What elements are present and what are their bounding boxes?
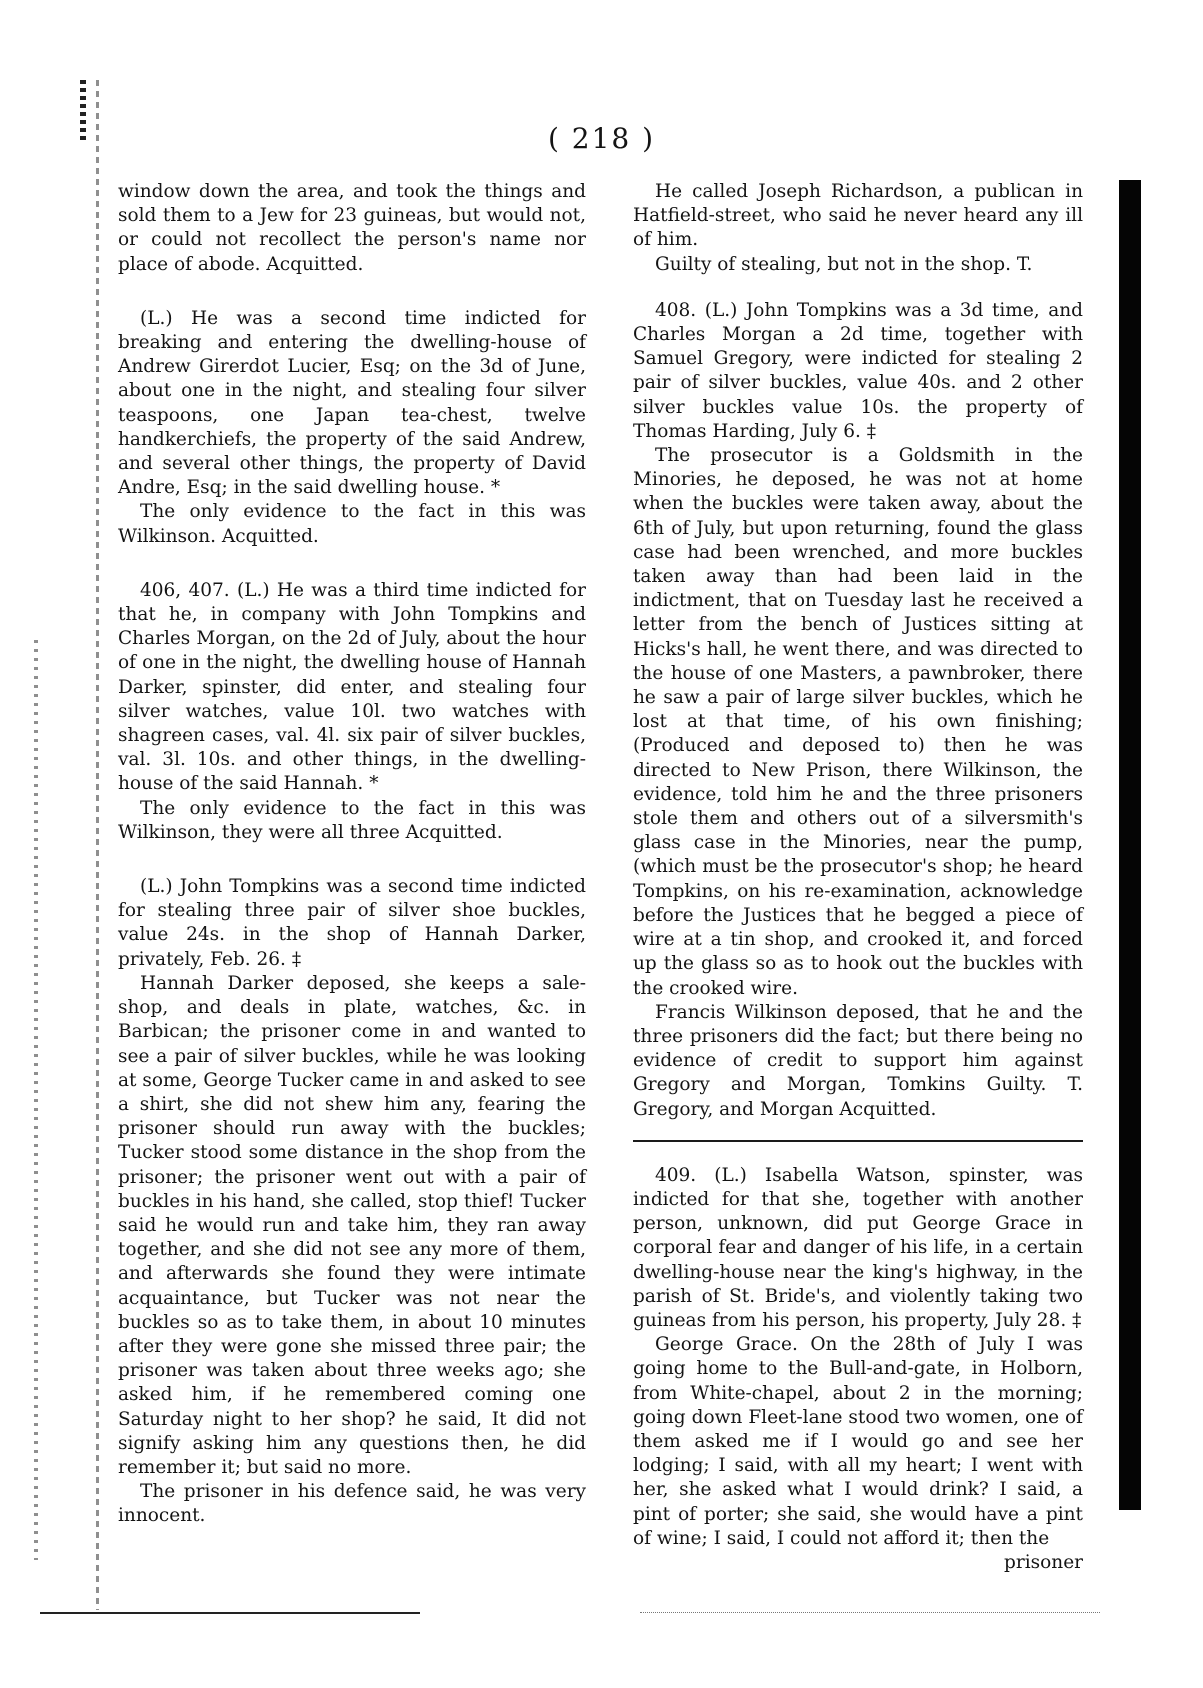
verdict: Guilty of stealing, but not in the shop. T. [655, 253, 1033, 275]
left-column [118, 180, 586, 1529]
paragraph: (L.) John Tompkins was a second time indicted for stealing three pair of silver shoe buckles, value 24s. in the shop of Hannah Darker, privately, Feb. 26. ‡ [118, 876, 586, 970]
right-column [633, 180, 1083, 1575]
paragraph: 408. (L.) John Tompkins was a 3d time, and Charles Morgan a 2d time, together with Samuel Gregory, were indicted for stealing 2 pair of silver buckles, value 40s. and 2 other silver buckles value 10s. the property of Thomas Harding, July 6. ‡ [633, 299, 1083, 442]
section-divider [633, 1140, 1083, 1142]
page-edge-shadow [1119, 180, 1141, 1510]
paragraph: The only evidence to the fact in this was Wilkinson, they were all three Acquitted. [118, 797, 586, 843]
paragraph: Hannah Darker deposed, she keeps a sale-shop, and deals in plate, watches, &c. in Barbican; the prisoner come in and wanted to see a pair of silver buckles, while he was looking at some, George Tucker came in and asked to see a shirt, she did not shew him any, fearing the prisoner should run away with the buckles; Tucker stood some distance in the shop from the prisoner; the prisoner went out with a pair of buckles in his hand, she called, stop thief! Tucker said he would run and take him, they ran away together, and she did not see any more of them, and afterwards she found they were intimate acquaintance, but Tucker was not near the buckles so as to take them, in about 10 minutes after they were gone she missed three pair; the prisoner was taken about three weeks ago; she asked him, if he remembered coming one Saturday night to her shop? he said, It did not signify asking him any questions then, he did remember it; but said no more. [118, 972, 586, 1478]
bottom-scan-mark [640, 1612, 1100, 1613]
paragraph: He called Joseph Richardson, a publican in Hatfield-street, who said he never heard any ill of him. [633, 181, 1083, 251]
bottom-scan-mark [40, 1612, 420, 1614]
paragraph: Francis Wilkinson deposed, that he and the three prisoners did the fact; but there being no evidence of credit to support him against Gregory and Morgan, Tomkins Guilty. T. Gregory, and Morgan Acquitted. [633, 1001, 1083, 1120]
paragraph: George Grace. On the 28th of July I was going home to the Bull-and-gate, in Holborn, from White-chapel, about 2 in the morning; going down Fleet-lane stood two women, one of them asked me if I would go and see her lodging; I said, with all my heart; I went with her, she asked what I would drink? I said, a pint of porter; she said, she would have a pint of wine; I said, I could not afford it; then the [633, 1334, 1083, 1549]
binding-edge [96, 80, 99, 1610]
page-number: ( 218 ) [547, 122, 656, 155]
catchword: prisoner [1004, 1551, 1083, 1573]
paragraph: The only evidence to the fact in this was Wilkinson. Acquitted. [118, 501, 586, 547]
paragraph: The prisoner in his defence said, he was very innocent. [118, 1481, 586, 1527]
paragraph: window down the area, and took the things and sold them to a Jew for 23 guineas, but would not, or could not recollect the person's name nor place of abode. Acquitted. [118, 181, 586, 275]
paragraph: 409. (L.) Isabella Watson, spinster, was indicted for that she, together with another person, unknown, did put George Grace in corporal fear and danger of his life, in a certain dwelling-house near the king's highway, in the parish of St. Bride's, and violently taking two guineas from his person, his property, July 28. ‡ [633, 1164, 1083, 1331]
paragraph: (L.) He was a second time indicted for breaking and entering the dwelling-house of Andrew Girerdot Lucier, Esq; on the 3d of June, about one in the night, and stealing four silver teaspoons, one Japan tea-chest, twelve handkerchiefs, the property of the said Andrew, and several other things, the property of David Andre, Esq; in the said dwelling house. * [118, 307, 586, 499]
paragraph: 406, 407. (L.) He was a third time indicted for that he, in company with John Tompkins and Charles Morgan, on the 2d of July, about the hour of one in the night, the dwelling house of Hannah Darker, spinster, did enter, and stealing four silver watches, value 10l. two watches with shagreen cases, val. 4l. six pair of silver buckles, val. 3l. 10s. and other things, in the dwelling-house of the said Hannah. * [118, 579, 586, 795]
binding-edge-lower [34, 640, 38, 1560]
paragraph: The prosecutor is a Goldsmith in the Minories, he deposed, he was not at home when the buckles were taken away, about the 6th of July, but upon returning, found the glass case had been wrenched, and more buckles taken away than had been laid in the indictment, that on Tuesday last he received a letter from the bench of Justices sitting at Hicks's hall, he went there, and was directed to the house of one Masters, a pawnbroker, there he saw a pair of large silver buckles, which he lost at that time, of his own finishing; (Produced and deposed to) then he was directed to New Prison, there Wilkinson, the evidence, told him he and the three prisoners stole them and others out of a silversmith's glass case in the Minories, near the pump, (which must be the prosecutor's shop; he heard Tompkins, on his re-examination, acknowledge before the Justices that he begged a piece of wire at a tin shop, and crooked it, and forced up the glass so as to hook out the buckles with the crooked wire. [633, 445, 1083, 999]
